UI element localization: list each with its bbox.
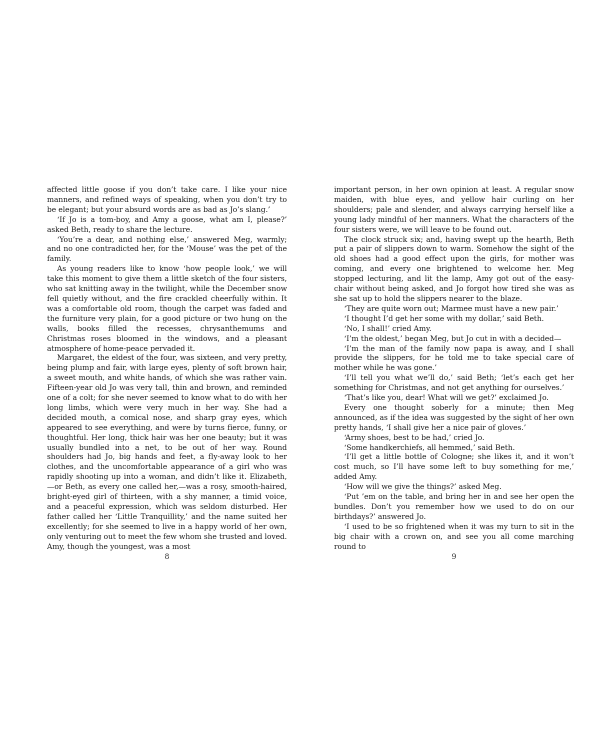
paragraph: ‘They are quite worn out; Marmee must have a new pair.’: [344, 303, 559, 313]
paragraph: ‘Some handkerchiefs, all hemmed,’ said Beth.: [344, 442, 515, 452]
paragraph: ‘Army shoes, best to be had,’ cried Jo.: [344, 432, 485, 442]
paragraph: ‘If Jo is a tom-boy, and Amy a goose, what am I, please?’ asked Beth, ready to share the lecture.: [47, 214, 287, 234]
paragraph: ‘No, I shall!’ cried Amy.: [344, 323, 432, 333]
left-page-text: [47, 185, 287, 551]
paragraph: ‘I’ll tell you what we’ll do,’ said Beth; ‘let’s each get her something for Christmas, and not get anything for ourselves.’: [334, 373, 574, 393]
right-page-text: [334, 185, 574, 551]
paragraph: Margaret, the eldest of the four, was sixteen, and very pretty, being plump and fair, with large eyes, plenty of soft brown hair, a sweet mouth, and white hands, of which she was rather vain. Fifteen-year old Jo was very tall, thin and brown, and reminded one of a colt; for she never seemed to know what to do with her long limbs, which were very much in her way. She had a decided mouth, a comical nose, and sharp gray eyes, which appeared to see everything, and were by turns fierce, funny, or thoughtful. Her long, thick hair was her one beauty; but it was usually bundled into a net, to be out of her way. Round shoulders had Jo, big hands and feet, a fly-away look to her clothes, and the uncomfortable appearance of a girl who was rapidly shooting up into a woman, and didn’t like it. Elizabeth,—or Beth, as every one called her,—was a rosy, smooth-haired, bright-eyed girl of thirteen, with a shy manner, a timid voice, and a peaceful expression, which was seldom disturbed. Her father called her ‘Little Tranquillity,’ and the name suited her excellently; for she seemed to live in a happy world of her own, only venturing out to meet the few whom she trusted and loved. Amy, though the youngest, was a most: [47, 353, 287, 551]
paragraph: ‘I used to be so frightened when it was my turn to sit in the big chair with a crown on, and see you all come marching round to: [334, 521, 574, 551]
paragraph: ‘That’s like you, dear! What will we get?’ exclaimed Jo.: [344, 393, 549, 403]
paragraph: ‘How will we give the things?’ asked Meg.: [344, 482, 502, 492]
paragraph: ‘I’m the oldest,’ began Meg, but Jo cut in with a decided—: [344, 333, 562, 343]
left-page: [47, 185, 287, 561]
right-page: [334, 185, 574, 561]
paragraph: The clock struck six; and, having swept up the hearth, Beth put a pair of slippers down to warm. Somehow the sight of the old shoes had a good effect upon the girls, for mother was coming, and every one brightened to welcome her. Meg stopped lecturing, and lit the lamp, Amy got out of the easy-chair without being asked, and Jo forgot how tired she was as she sat up to hold the slippers nearer to the blaze.: [334, 234, 574, 303]
paragraph: ‘You’re a dear, and nothing else,’ answered Meg, warmly; and no one contradicted her, for the ‘Mouse’ was the pet of the family.: [47, 234, 287, 264]
paragraph: Every one thought soberly for a minute; then Meg announced, as if the idea was suggested by the sight of her own pretty hands, ‘I shall give her a nice pair of gloves.’: [334, 402, 574, 432]
paragraph: ‘I’ll get a little bottle of Cologne; she likes it, and it won’t cost much, so I’ll have some left to buy something for me,’ added Amy.: [334, 452, 574, 482]
paragraph: ‘I’m the man of the family now papa is away, and I shall provide the slippers, for he told me to take special care of mother while he was gone.’: [334, 343, 574, 373]
paragraph: affected little goose if you don’t take care. I like your nice manners, and refined ways of speaking, when you don’t try to be elegant; but your absurd words are as bad as Jo’s slang.’: [47, 185, 287, 214]
paragraph: As young readers like to know ‘how people look,’ we will take this moment to give them a little sketch of the four sisters, who sat knitting away in the twilight, while the December snow fell quietly without, and the fire crackled cheerfully within. It was a comfortable old room, though the carpet was faded and the furniture very plain, for a good picture or two hung on the walls, books filled the recesses, chrysanthemums and Christmas roses bloomed in the windows, and a pleasant atmosphere of home-peace pervaded it.: [47, 264, 287, 353]
paragraph: important person, in her own opinion at least. A regular snow maiden, with blue eyes, and yellow hair curling on her shoulders; pale and slender, and always carrying herself like a young lady mindful of her manners. What the characters of the four sisters were, we will leave to be found out.: [334, 185, 574, 234]
paragraph: ‘I thought I’d get her some with my dollar,’ said Beth.: [344, 313, 544, 323]
page-number: 8: [164, 552, 170, 561]
paragraph: ‘Put ’em on the table, and bring her in and see her open the bundles. Don’t you remember how we used to do on our birthdays?’ answered Jo.: [334, 492, 574, 521]
page-number: 9: [451, 552, 457, 561]
